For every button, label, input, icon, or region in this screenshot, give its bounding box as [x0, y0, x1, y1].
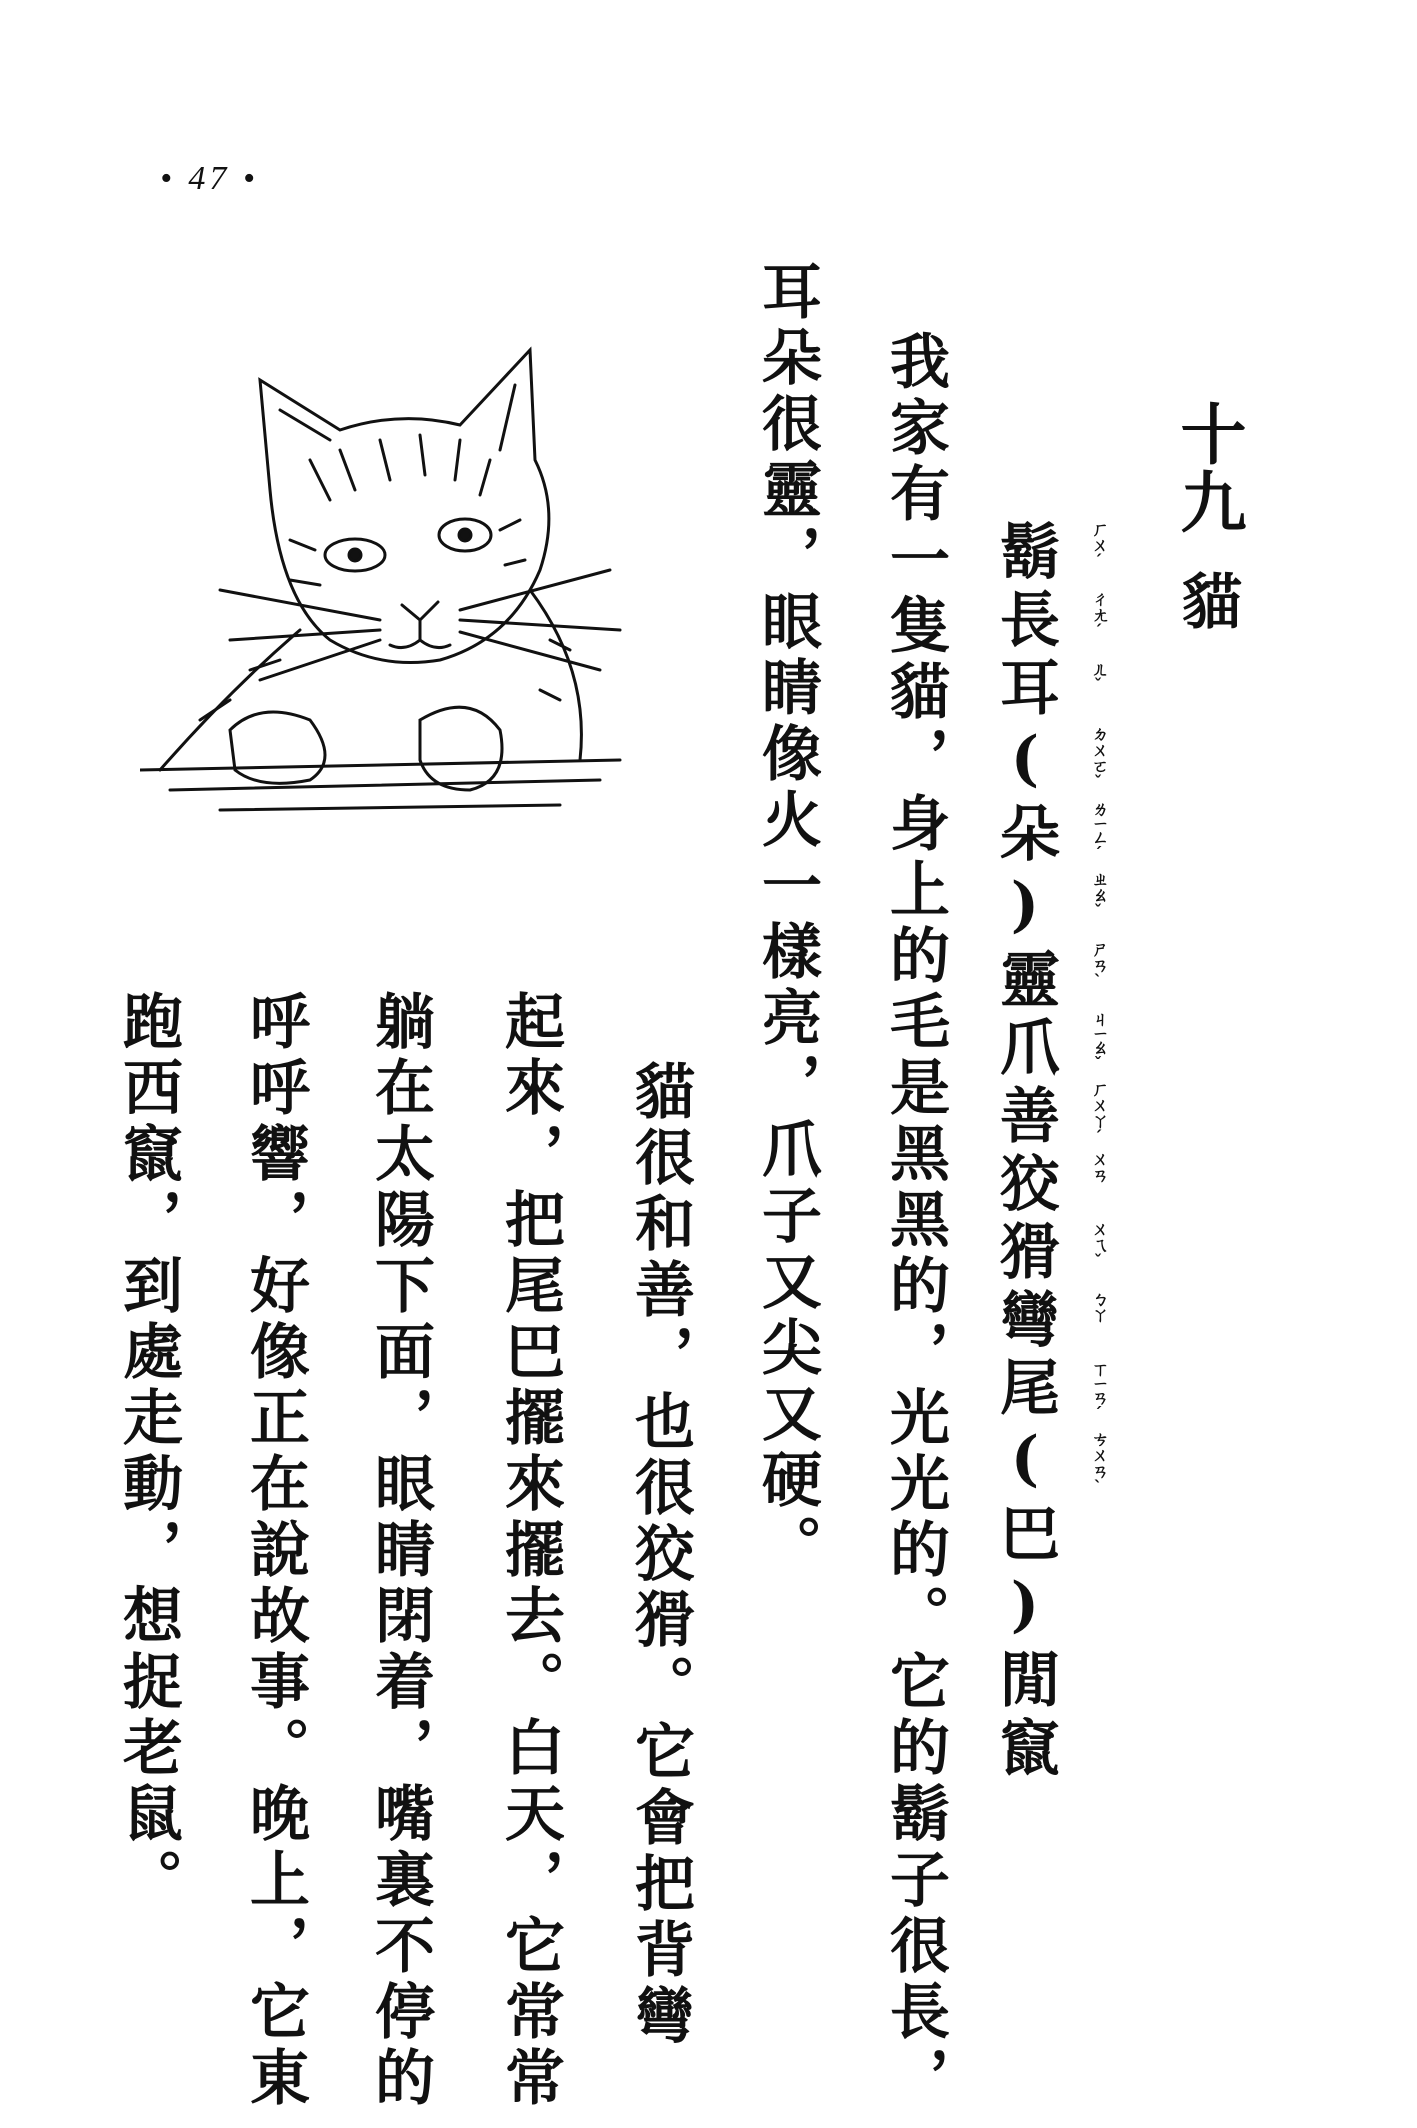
bopomofo-14: ㄘㄨㄢˋ	[1088, 1430, 1108, 1497]
text-column-1: 我家有一隻貓，身上的毛是黑黑的，光光的。它的鬍子很長，	[880, 330, 950, 2112]
bopomofo-9: ㄏㄨㄚˊ	[1088, 1080, 1108, 1147]
text-column-4: 起來，把尾巴擺來擺去。白天，它常常	[495, 990, 565, 2112]
lesson-title: 貓	[1172, 570, 1242, 630]
bopomofo-10: ㄨㄢ	[1088, 1150, 1108, 1182]
lesson-number: 十九	[1169, 400, 1246, 536]
text-column-5: 躺在太陽下面，眼睛閉着，嘴裏不停的	[365, 990, 435, 2112]
bopomofo-6: ㄓㄠˇ	[1088, 870, 1108, 921]
bopomofo-4: ㄉㄨㄛˇ	[1088, 725, 1108, 792]
bopomofo-8: ㄐㄧㄠˇ	[1088, 1010, 1108, 1074]
cat-illustration	[140, 340, 640, 840]
text-column-3: 貓很和善，也很狡猾。它會把背彎	[625, 1060, 695, 2050]
page-number: • 47 •	[160, 160, 259, 197]
bopomofo-12: ㄅㄚ	[1088, 1290, 1108, 1322]
bopomofo-2: ㄔㄤˊ	[1088, 590, 1108, 641]
vocabulary-line: 鬍長耳(朵)靈爪善狡猾彎尾(巴)閒竄	[990, 520, 1060, 1784]
bopomofo-3: ㄦˇ	[1088, 660, 1108, 695]
text-column-6: 呼呼響，好像正在說故事。晚上，它東	[240, 990, 310, 2112]
bopomofo-5: ㄌㄧㄥˊ	[1088, 800, 1108, 864]
bopomofo-11: ㄨㄟˇ	[1088, 1220, 1108, 1271]
bopomofo-1: ㄏㄨˊ	[1088, 520, 1108, 571]
bopomofo-7: ㄕㄢˋ	[1088, 940, 1108, 991]
text-column-7: 跑西竄，到處走動，想捉老鼠。	[113, 990, 183, 1914]
bopomofo-13: ㄒㄧㄢˊ	[1088, 1360, 1108, 1424]
text-column-2: 耳朵很靈，眼睛像火一樣亮，爪子又尖又硬。	[752, 260, 822, 1580]
bopomofo-annotations	[1072, 520, 1106, 1520]
